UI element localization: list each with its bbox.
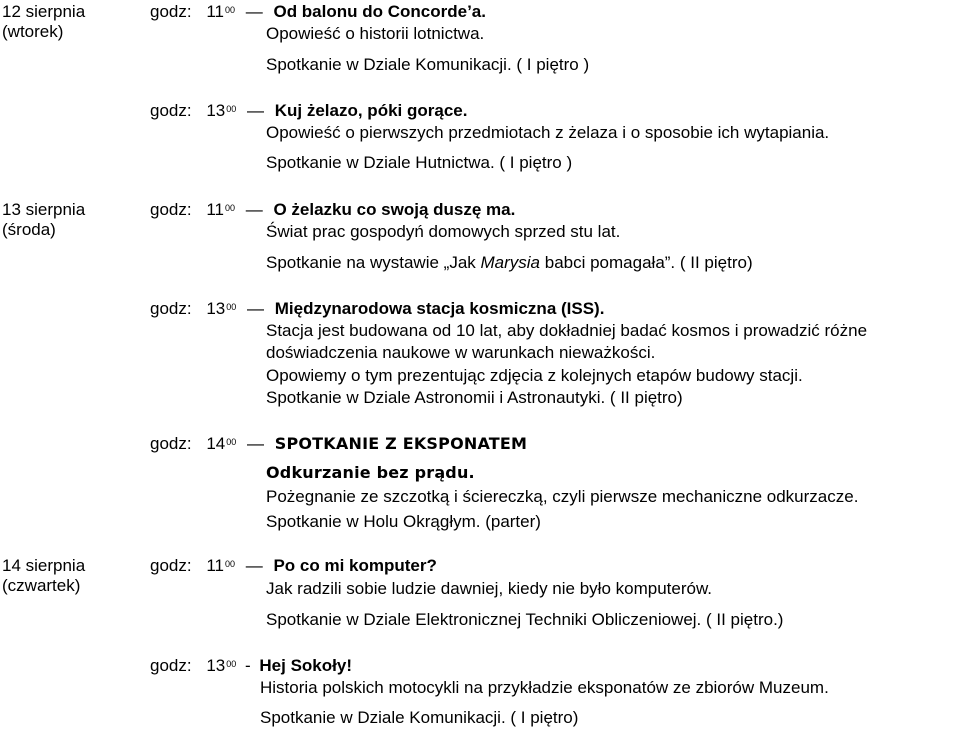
event-minutes: 00: [226, 437, 237, 447]
event-dash: —: [247, 434, 264, 453]
event-hour: 13: [206, 299, 226, 318]
godz-label: godz:: [150, 2, 192, 21]
event-description: Świat prac gospodyń domowych sprzed stu lat.: [266, 222, 621, 241]
event-title: Hej Sokoły!: [259, 656, 352, 675]
event-hour: 11: [206, 200, 224, 219]
event-description: Historia polskich motocykli na przykładzie eksponatów ze zbiorów Muzeum.: [260, 678, 829, 697]
event-description: Pożegnanie ze szczotką i ściereczką, czyli pierwsze mechaniczne odkurzacze.: [266, 487, 859, 506]
event-location: [266, 253, 753, 273]
event-title: Od balonu do Concorde’a.: [273, 2, 486, 21]
day-label: [2, 2, 85, 42]
event-hour: 14: [206, 434, 226, 453]
event-location: Spotkanie w Holu Okrągłym. (parter): [266, 512, 541, 531]
event-hour: 11: [206, 556, 224, 575]
day-label: [2, 200, 85, 240]
event-header: [150, 101, 467, 121]
event-dash: —: [247, 101, 264, 120]
event-minutes: 00: [226, 104, 237, 114]
event-location: Spotkanie w Dziale Komunikacji. ( I piętro): [260, 708, 579, 727]
event-description: Opowieść o pierwszych przedmiotach z żelaza i o sposobie ich wytapiania.: [266, 123, 830, 142]
event-title: SPOTKANIE Z EKSPONATEM: [274, 434, 528, 453]
event-location-text: Spotkanie na wystawie „Jak: [266, 253, 481, 272]
event-description: Stacja jest budowana od 10 lat, aby dokładniej badać kosmos i prowadzić różne: [266, 321, 868, 340]
event-header: [150, 556, 437, 576]
godz-label: godz:: [150, 434, 192, 453]
day-weekday: (czwartek): [2, 576, 81, 595]
event-minutes: 00: [224, 5, 235, 15]
day-date: 14 sierpnia: [2, 556, 86, 575]
godz-label: godz:: [150, 656, 192, 675]
event-location: Spotkanie w Dziale Elektronicznej Techniki Obliczeniowej. ( II piętro.): [266, 610, 784, 629]
day-label: [2, 556, 85, 596]
event-separator: -: [245, 656, 251, 675]
event-location: Spotkanie w Dziale Hutnictwa. ( I piętro ): [266, 153, 573, 172]
event-subtitle: Odkurzanie bez prądu.: [266, 463, 475, 482]
day-weekday: (środa): [2, 220, 56, 239]
event-description: Jak radzili sobie ludzie dawniej, kiedy nie było komputerów.: [266, 579, 713, 598]
event-hour: 13: [206, 656, 226, 675]
godz-label: godz:: [150, 299, 192, 318]
event-title: Międzynarodowa stacja kosmiczna (ISS).: [274, 299, 605, 318]
godz-label: godz:: [150, 200, 192, 219]
event-header: [150, 434, 527, 454]
event-header: [150, 2, 486, 22]
event-location-italic: Marysia: [480, 253, 541, 272]
event-dash: —: [247, 299, 264, 318]
event-description: doświadczenia naukowe w warunkach nieważkości.: [266, 343, 656, 362]
day-weekday: (wtorek): [2, 22, 64, 41]
event-header: [150, 200, 515, 220]
event-dash: —: [245, 200, 263, 219]
event-minutes: 00: [226, 659, 237, 669]
event-dash: —: [245, 556, 263, 575]
event-title: O żelazku co swoją duszę ma.: [273, 200, 516, 219]
event-description: Opowiemy o tym prezentując zdjęcia z kolejnych etapów budowy stacji.: [266, 366, 803, 385]
event-description: Opowieść o historii lotnictwa.: [266, 24, 485, 43]
event-minutes: 00: [226, 302, 237, 312]
event-minutes: 00: [224, 203, 235, 213]
day-date: 13 sierpnia: [2, 200, 86, 219]
day-date: 12 sierpnia: [2, 2, 86, 21]
event-hour: 13: [206, 101, 226, 120]
event-dash: —: [245, 2, 263, 21]
event-minutes: 00: [224, 559, 235, 569]
event-location: Spotkanie w Dziale Komunikacji. ( I piętro ): [266, 55, 590, 74]
event-title: Kuj żelazo, póki gorące.: [274, 101, 468, 120]
event-hour: 11: [206, 2, 224, 21]
godz-label: godz:: [150, 556, 192, 575]
event-title: Po co mi komputer?: [273, 556, 437, 575]
godz-label: godz:: [150, 101, 192, 120]
event-header: [150, 656, 352, 676]
event-header: [150, 299, 604, 319]
event-location-text: babci pomagała”. ( II piętro): [540, 253, 753, 272]
event-location: Spotkanie w Dziale Astronomii i Astronautyki. ( II piętro): [266, 388, 683, 407]
